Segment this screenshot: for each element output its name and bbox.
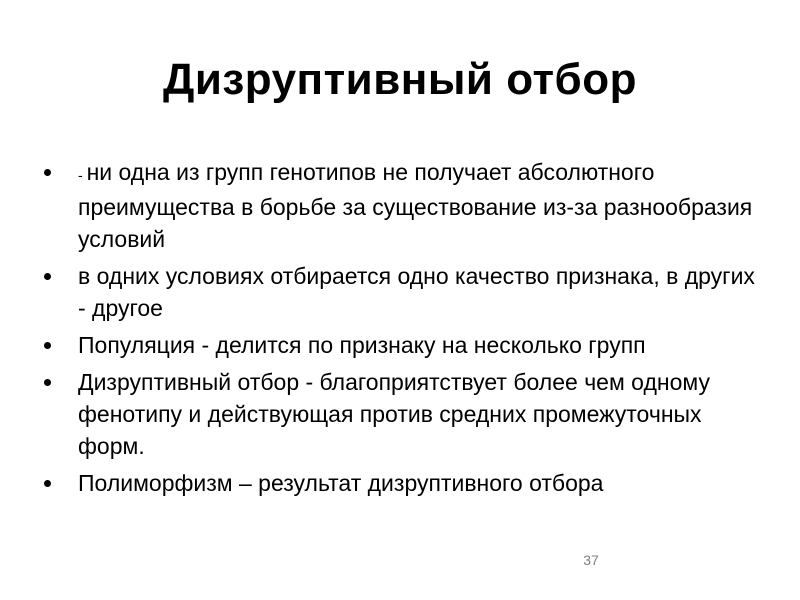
slide-title: Дизруптивный отбор bbox=[163, 55, 637, 104]
bullet-text-body: ни одна из групп генотипов не получает абсолютного преимущества в борьбе за существование из-за разнообразия условий bbox=[78, 159, 753, 252]
bullet-item-5 bbox=[44, 467, 764, 499]
bullet-item-3 bbox=[44, 329, 764, 361]
bullet-text: Дизруптивный отбор - благоприятствует более чем одному фенотипу и действующая против средних промежуточных форм. bbox=[78, 369, 710, 459]
bullet-item-1 bbox=[44, 156, 764, 255]
bullet-item-2 bbox=[44, 260, 764, 324]
bullet-dot-icon bbox=[44, 169, 51, 176]
bullet-dash-prefix: - bbox=[78, 167, 87, 183]
bullet-text bbox=[78, 156, 764, 255]
bullet-item-4 bbox=[44, 366, 764, 462]
page-number: 37 bbox=[583, 552, 599, 568]
bullet-text: Полиморфизм – результат дизруптивного отбора bbox=[78, 470, 604, 496]
bullet-dot-icon bbox=[44, 379, 51, 386]
bullet-list bbox=[44, 156, 764, 504]
bullet-dot-icon bbox=[44, 273, 51, 280]
bullet-text: Популяция - делится по признаку на несколько групп bbox=[78, 332, 646, 358]
bullet-dot-icon bbox=[44, 342, 51, 349]
bullet-dot-icon bbox=[44, 480, 51, 487]
bullet-text: в одних условиях отбирается одно качество признака, в других - другое bbox=[78, 263, 755, 321]
